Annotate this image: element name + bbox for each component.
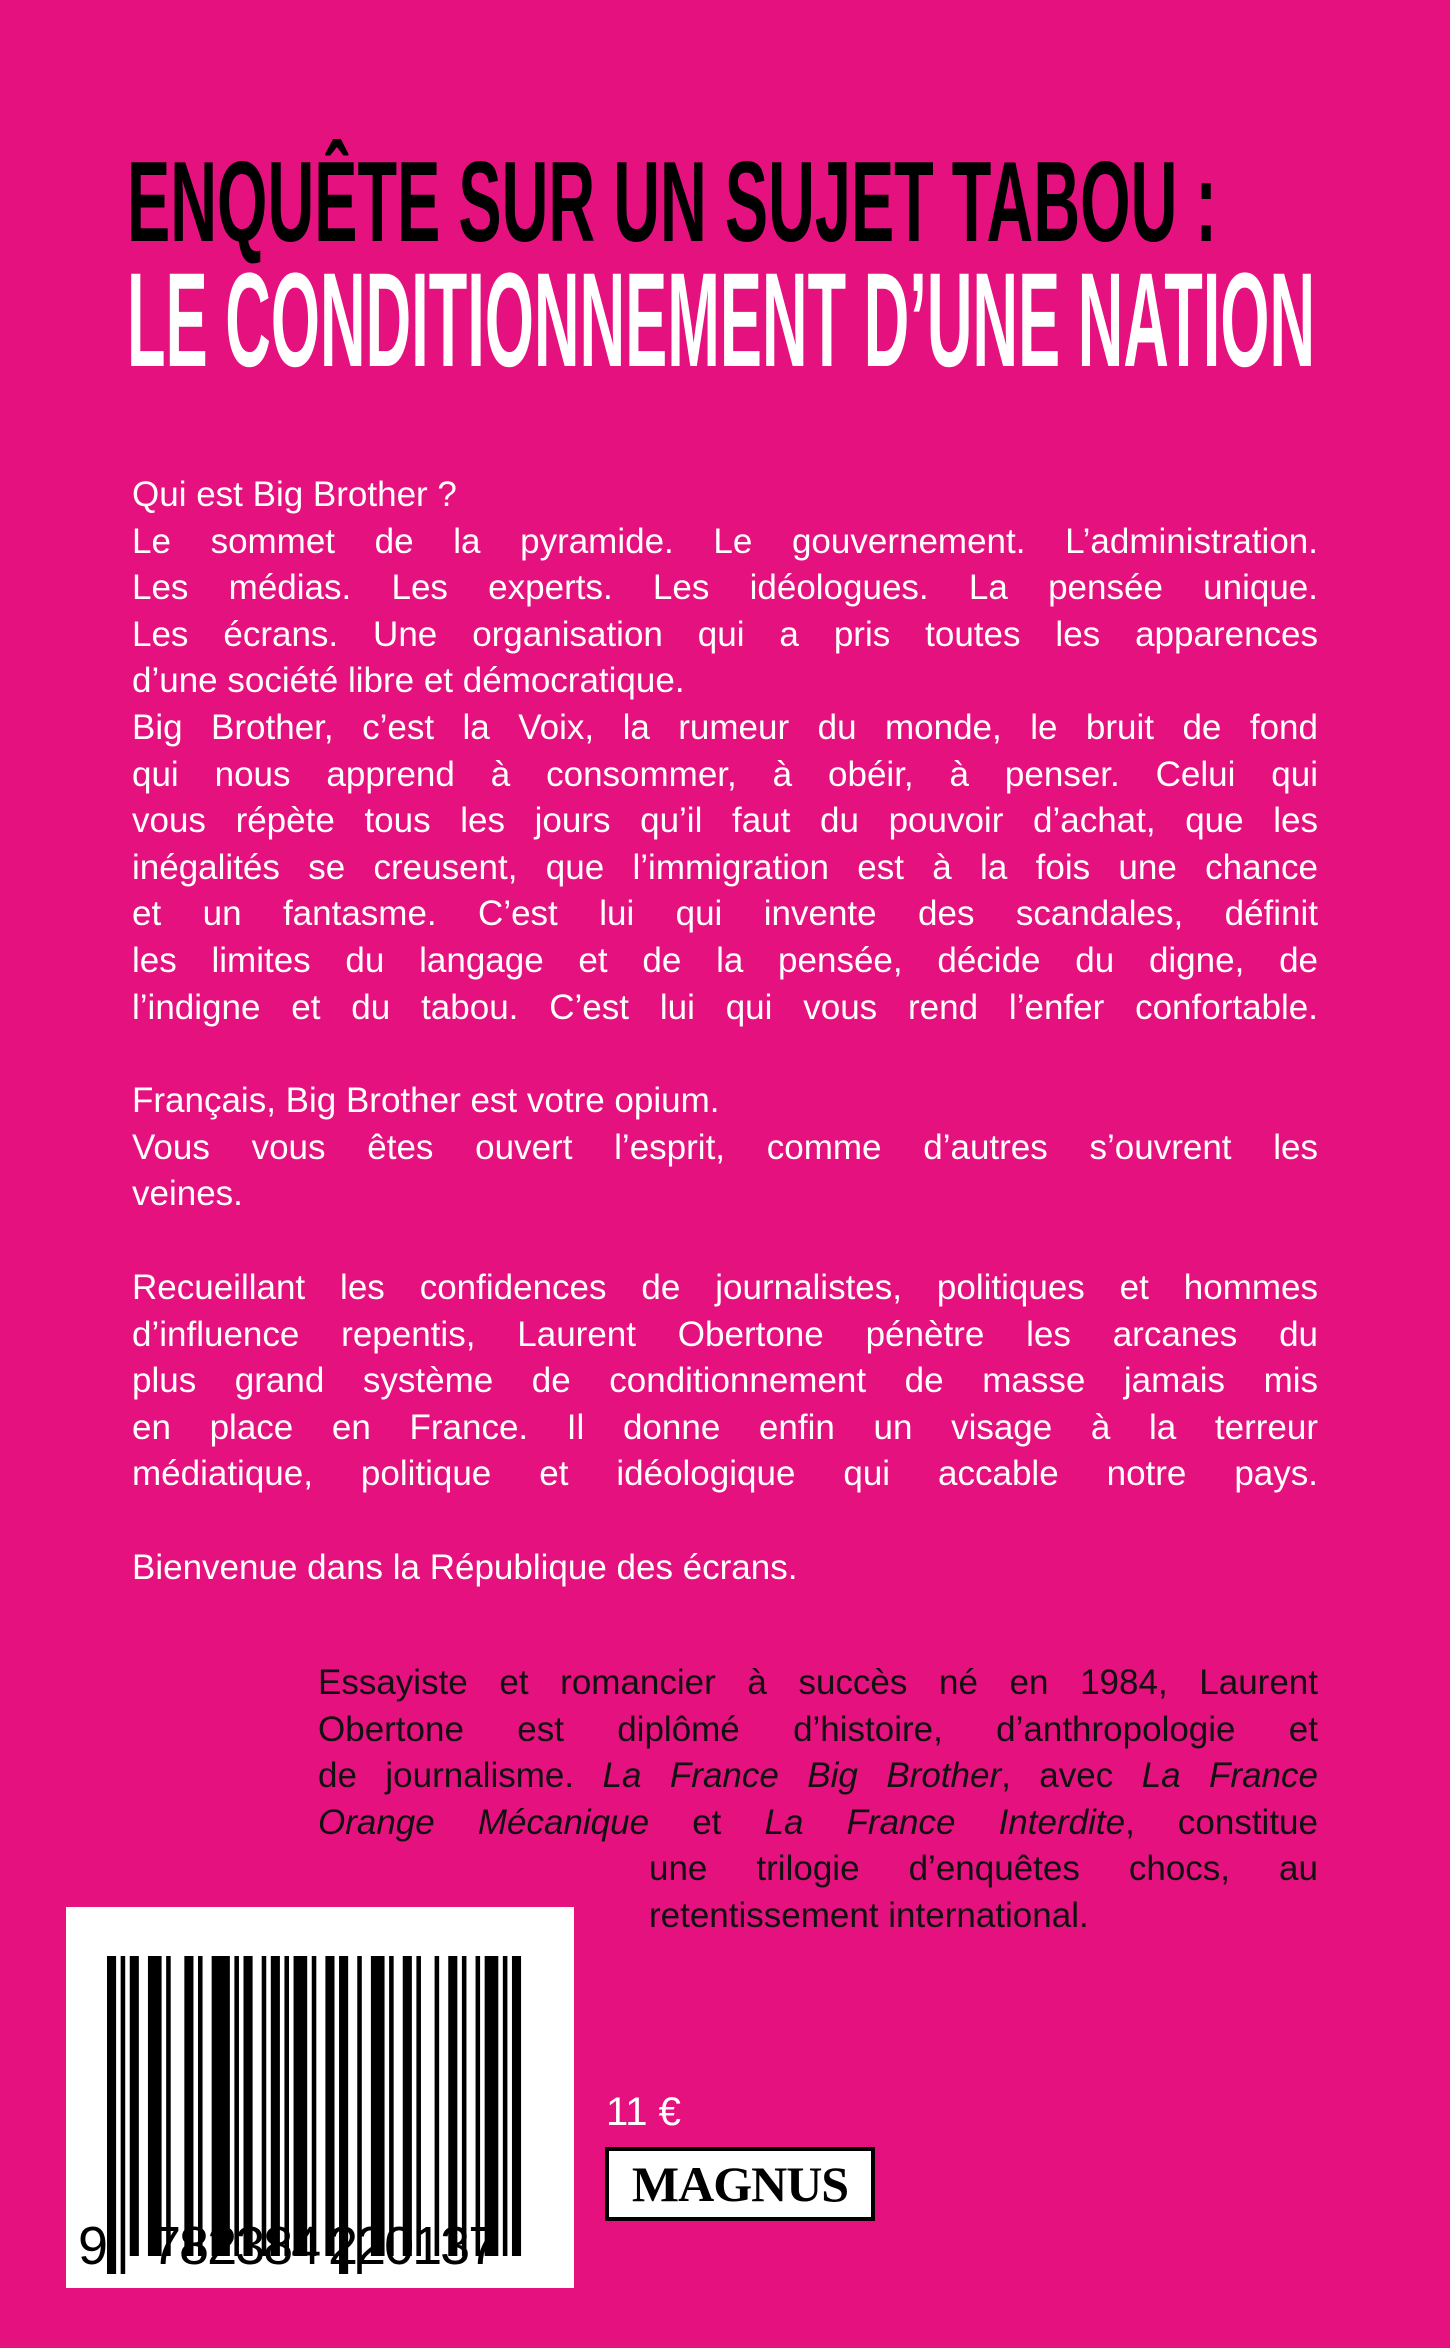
bio-text: , constitue: [1125, 1802, 1318, 1842]
blurb-line: Les médias. Les experts. Les idéologues. La pensée unique.: [132, 568, 1318, 608]
bio-text: et: [649, 1802, 765, 1842]
barcode-bar: [184, 1956, 193, 2256]
blurb-line: Big Brother, c’est la Voix, la rumeur du monde, le bruit de fond: [132, 707, 1318, 747]
barcode-bar: [271, 1956, 280, 2256]
barcode-bar: [325, 1956, 334, 2256]
blurb-line: et un fantasme. C’est lui qui invente des scandales, définit: [132, 894, 1318, 934]
barcode-bar: [416, 1956, 421, 2256]
barcode-bar: [284, 1956, 289, 2256]
barcode-bar: [371, 1956, 385, 2256]
barcode-bar: [107, 1956, 116, 2274]
isbn-barcode: [66, 1907, 574, 2288]
barcode-group-1: 782384: [151, 2216, 320, 2276]
barcode-bar: [262, 1956, 267, 2256]
barcode-group-2: 220137: [328, 2216, 497, 2276]
barcode-bar: [212, 1956, 230, 2256]
barcode-bar: [234, 1956, 239, 2256]
bio-line: Essayiste et romancier à succès né en 1984, Laurent: [318, 1663, 1318, 1702]
blurb-line: Vous vous êtes ouvert l’esprit, comme d’autres s’ouvrent les: [132, 1127, 1318, 1167]
book-title: La France Interdite: [764, 1802, 1126, 1842]
bio-text: de journalisme.: [318, 1756, 603, 1796]
blurb-line: médiatique, politique et idéologique qui accable notre pays.: [132, 1454, 1318, 1494]
blurb-line: Les écrans. Une organisation qui a pris toutes les apparences: [132, 614, 1318, 654]
barcode-first-digit: 9: [78, 2216, 109, 2276]
publisher-logo: [605, 2147, 875, 2221]
blurb-line: d’influence repentis, Laurent Obertone pénètre les arcanes du: [132, 1314, 1318, 1354]
blurb: [132, 472, 1318, 1591]
barcode-bar: [403, 1956, 412, 2256]
barcode-bar: [435, 1956, 440, 2256]
title-line-1: ENQUÊTE SUR UN SUJET TABOU :: [127, 139, 1218, 266]
barcode-bar: [512, 1956, 521, 2256]
blurb-line: veines.: [132, 1174, 243, 1214]
blurb-line: Le sommet de la pyramide. Le gouvernement. L’administration.: [132, 521, 1318, 561]
blurb-line: inégalités se creusent, que l’immigration est à la fois une chance: [132, 847, 1318, 887]
book-title: La France Big Brother: [602, 1756, 1002, 1796]
bio-line: une trilogie d’enquêtes chocs, au: [649, 1849, 1318, 1889]
barcode-bar: [485, 1956, 499, 2256]
barcode-bars: [66, 1907, 574, 2288]
blurb-line: plus grand système de conditionnement de masse jamais mis: [132, 1361, 1318, 1401]
author-bio: [318, 1660, 1318, 1940]
barcode-bar: [148, 1956, 162, 2256]
book-title: Orange Mécanique: [318, 1802, 650, 1842]
publisher-name: MAGNUS: [631, 2156, 849, 2212]
bio-line: [318, 1753, 1318, 1800]
barcode-bar: [294, 1956, 308, 2256]
blurb-line: Français, Big Brother est votre opium.: [132, 1081, 720, 1121]
blurb-line: d’une société libre et démocratique.: [132, 661, 685, 701]
barcode-bar: [448, 1956, 457, 2256]
title-line-2: LE CONDITIONNEMENT D’UNE NATION: [127, 246, 1316, 395]
barcode-bar: [312, 1956, 317, 2256]
barcode-bar: [198, 1956, 203, 2256]
blurb-line: vous répète tous les jours qu’il faut du pouvoir d’achat, que les: [132, 801, 1318, 841]
blurb-line: Qui est Big Brother ?: [132, 475, 457, 514]
bio-line: [318, 1800, 1318, 1847]
barcode-bar: [503, 1956, 508, 2256]
bio-line: Obertone est diplômé d’histoire, d’anthropologie et: [318, 1709, 1318, 1749]
blurb-line: en place en France. Il donne enfin un visage à la terreur: [132, 1407, 1318, 1447]
book-title: La France: [1141, 1756, 1318, 1796]
barcode-bar: [389, 1956, 394, 2256]
blurb-line: Recueillant les confidences de journalistes, politiques et hommes: [132, 1267, 1318, 1307]
blurb-closing: Bienvenue dans la République des écrans.: [132, 1547, 798, 1587]
barcode-bar: [462, 1956, 467, 2256]
blurb-line: les limites du langage et de la pensée, décide du digne, de: [132, 940, 1318, 980]
price: 11 €: [606, 2090, 681, 2134]
blurb-line: qui nous apprend à consommer, à obéir, à penser. Celui qui: [132, 754, 1318, 794]
barcode-bar: [130, 1956, 139, 2256]
blurb-line: l’indigne et du tabou. C’est lui qui vous rend l’enfer confortable.: [132, 987, 1318, 1027]
barcode-bar: [244, 1956, 253, 2256]
barcode-bar: [476, 1956, 481, 2256]
bio-line: retentissement international.: [649, 1895, 1089, 1935]
bio-text: , avec: [1001, 1756, 1142, 1796]
barcode-bar: [166, 1956, 171, 2256]
barcode-bar: [121, 1956, 126, 2274]
